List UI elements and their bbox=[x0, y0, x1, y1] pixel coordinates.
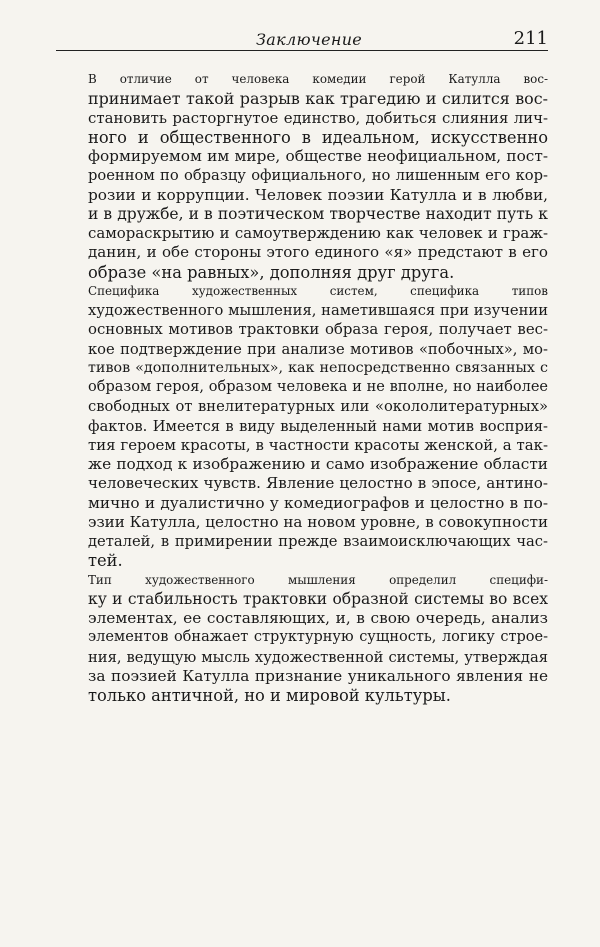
text-line: В отличие от человека комедии герой Катулла вос- bbox=[88, 72, 548, 86]
text-line: Специфика художественных систем, специфика типов bbox=[88, 283, 548, 298]
text-line: мично и дуалистично у комедиографов и целостно в по- bbox=[88, 493, 548, 512]
running-header bbox=[56, 24, 548, 51]
page-number: 211 bbox=[513, 28, 548, 49]
text-line: ку и стабильность трактовки образной системы во всех bbox=[88, 589, 548, 608]
text-line: кое подтверждение при анализе мотивов «побочных», мо- bbox=[88, 340, 548, 358]
text-line: за поэзией Катулла признание уникального явления не bbox=[88, 666, 548, 685]
text-line: самораскрытию и самоутверждению как человек и граж- bbox=[88, 224, 548, 242]
text-line: человеческих чувств. Явление целостно в эпосе, антино- bbox=[88, 474, 548, 493]
body-text bbox=[56, 70, 548, 705]
text-line: тивов «дополнительных», как непосредственно связанных с bbox=[88, 359, 548, 376]
paragraph-2 bbox=[56, 282, 548, 571]
text-line: данин, и обе стороны этого единого «я» предстают в его bbox=[88, 243, 548, 262]
text-line: художественного мышления, наметившаяся при изучении bbox=[88, 302, 548, 319]
text-line: деталей, в примирении прежде взаимоисключающих час- bbox=[88, 533, 548, 550]
text-line: ния, ведущую мысль художественной системы, утверждая bbox=[88, 648, 548, 666]
text-line: фактов. Имеется в виду выделенный нами мотив восприя- bbox=[88, 417, 548, 435]
paragraph-1 bbox=[56, 70, 548, 282]
text-line: формируемом им мире, обществе неофициальном, пост- bbox=[88, 147, 548, 165]
text-line: становить расторгнутое единство, добиться слияния лич- bbox=[88, 108, 548, 127]
text-line: свободных от внелитературных или «окололитературных» bbox=[88, 398, 548, 416]
text-line: эзии Катулла, целостно на новом уровне, в совокупности bbox=[88, 512, 548, 531]
text-line: же подход к изображению и само изображение области bbox=[88, 455, 548, 473]
running-title: Заключение bbox=[256, 30, 363, 49]
text-line: элементах, ее составляющих, и, в свою очередь, анализ bbox=[88, 609, 548, 627]
text-line: только античной, но и мировой культуры. bbox=[88, 686, 451, 705]
text-line: Тип художественного мышления определил специфи- bbox=[88, 572, 548, 587]
paragraph-3 bbox=[56, 571, 548, 706]
text-line: тей. bbox=[88, 551, 123, 571]
text-line: образом героя, образом человека и не вполне, но наиболее bbox=[88, 379, 548, 395]
text-line: образе «на равных», дополняя друг друга. bbox=[88, 262, 455, 282]
text-line: розии и коррупции. Человек поэзии Катулла и в любви, bbox=[88, 185, 548, 204]
text-line: ного и общественного в идеальном, искусственно bbox=[88, 127, 548, 147]
text-line: и в дружбе, и в поэтическом творчестве находит путь к bbox=[88, 204, 548, 223]
text-line: элементов обнажает структурную сущность, логику строе- bbox=[88, 629, 548, 646]
text-line: основных мотивов трактовки образа героя, получает вес- bbox=[88, 320, 548, 339]
text-line: роенном по образцу официального, но лишенным его кор- bbox=[88, 167, 548, 185]
text-line: тия героем красоты, в частности красоты женской, а так- bbox=[88, 435, 548, 454]
text-line: принимает такой разрыв как трагедию и силится вос- bbox=[88, 89, 548, 109]
